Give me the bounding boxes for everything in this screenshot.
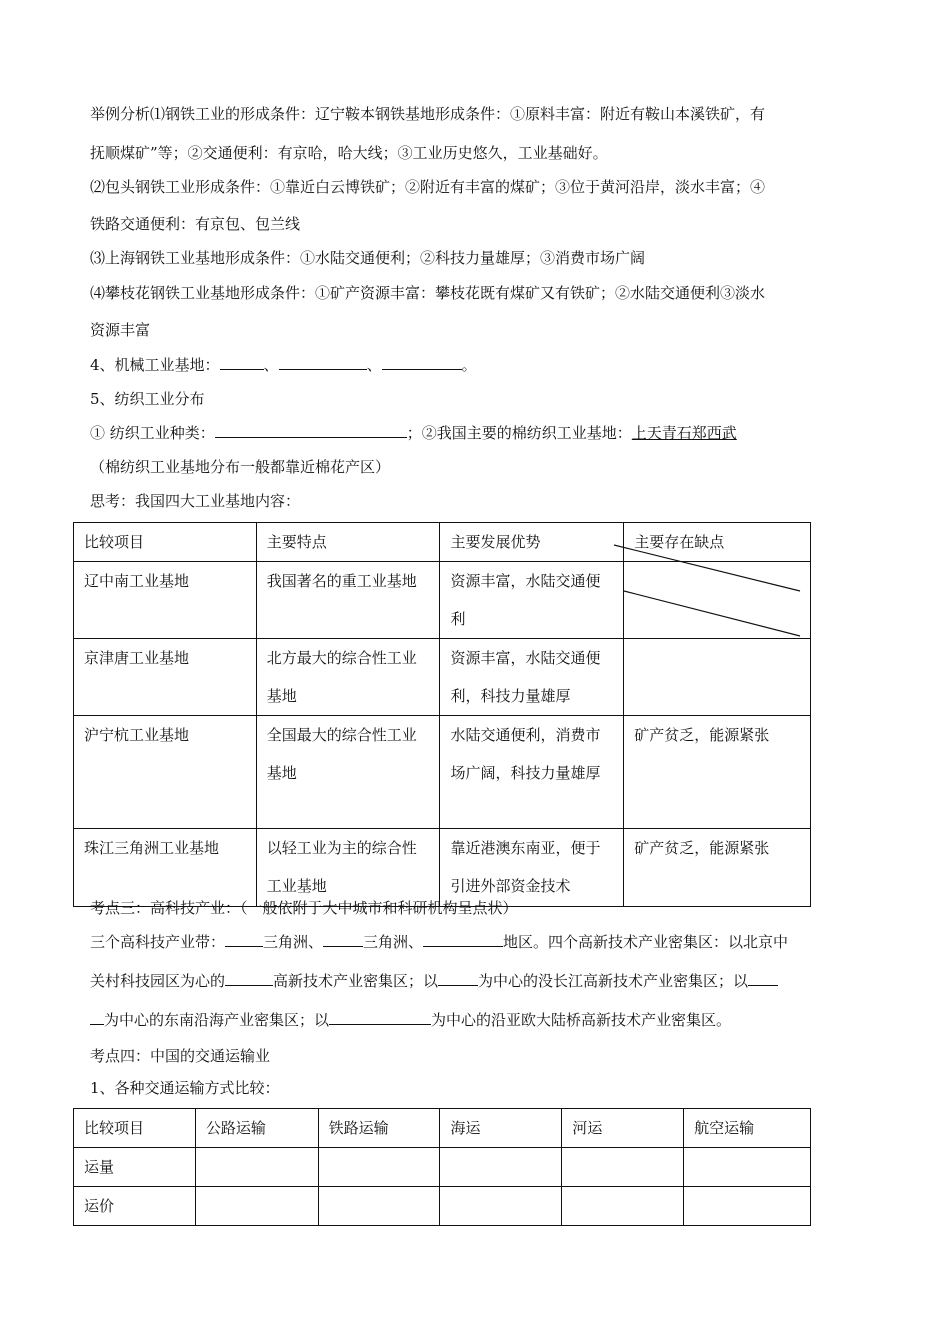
table-cell[interactable] bbox=[562, 1148, 684, 1187]
heading-textile: 5、纺织工业分布 bbox=[90, 390, 205, 408]
fill-blank[interactable] bbox=[423, 932, 503, 947]
table-cell[interactable] bbox=[440, 1187, 562, 1226]
fill-blank[interactable] bbox=[225, 971, 273, 986]
text: 地区。四个高新技术产业密集区：以北京中 bbox=[503, 933, 789, 951]
fill-blank[interactable] bbox=[329, 1010, 431, 1025]
note-cotton: （棉纺织工业基地分布一般都靠近棉花产区） bbox=[90, 458, 391, 476]
table-cell: 辽中南工业基地 bbox=[74, 562, 257, 639]
section4-subtitle: 1、各种交通运输方式比较： bbox=[90, 1079, 280, 1097]
text: 三个高科技产业带： bbox=[90, 933, 226, 951]
table-cell[interactable] bbox=[318, 1187, 440, 1226]
table-header-row bbox=[74, 1109, 811, 1148]
period: 。 bbox=[461, 356, 477, 374]
question-label: ① 纺织工业种类： bbox=[90, 424, 215, 442]
table-cell: 矿产贫乏，能源紧张 bbox=[624, 716, 811, 829]
table-row bbox=[74, 1148, 811, 1187]
table-cell: 运量 bbox=[74, 1148, 196, 1187]
text: 关村科技园区为心的 bbox=[90, 972, 226, 990]
table-cell: 我国著名的重工业基地 bbox=[256, 562, 440, 639]
text: 三角洲、 bbox=[263, 933, 324, 951]
header-cell: 主要发展优势 bbox=[440, 523, 624, 562]
table-cell: 沪宁杭工业基地 bbox=[74, 716, 257, 829]
header-cell: 比较项目 bbox=[74, 1109, 196, 1148]
table-cell[interactable] bbox=[684, 1187, 811, 1226]
paragraph-anshan-2: 抚顺煤矿”等；②交通便利：有京哈，哈大线；③工业历史悠久，工业基础好。 bbox=[90, 144, 608, 162]
section3-line1 bbox=[90, 932, 788, 952]
paragraph-shanghai: ⑶上海钢铁工业基地形成条件：①水陆交通便利；②科技力量雄厚；③消费市场广阔 bbox=[90, 249, 646, 267]
paragraph-anshan-1: 举例分析⑴钢铁工业的形成条件：辽宁鞍本钢铁基地形成条件：①原料丰富：附近有鞍山本溪铁矿，有 bbox=[90, 105, 766, 123]
header-cell: 主要特点 bbox=[256, 523, 440, 562]
table-cell: 资源丰富，水陆交通便利，科技力量雄厚 bbox=[440, 639, 624, 716]
table-cell[interactable] bbox=[195, 1187, 318, 1226]
question-label: ；②我国主要的棉纺织工业基地： bbox=[406, 424, 632, 442]
header-cell: 主要存在缺点 bbox=[624, 523, 811, 562]
table-cell: 全国最大的综合性工业基地 bbox=[256, 716, 440, 829]
header-cell: 比较项目 bbox=[74, 523, 257, 562]
header-cell: 海运 bbox=[440, 1109, 562, 1148]
table-row bbox=[74, 1187, 811, 1226]
think-prompt: 思考：我国四大工业基地内容： bbox=[90, 492, 301, 510]
section3-title: 考点三：高科技产业：（一般依附于大中城市和科研机构呈点状） bbox=[90, 899, 518, 917]
paragraph-baotou-2: 铁路交通便利：有京包、包兰线 bbox=[90, 215, 301, 233]
table-cell[interactable] bbox=[318, 1148, 440, 1187]
table-cell[interactable] bbox=[562, 1187, 684, 1226]
strike-line bbox=[624, 591, 800, 636]
table-cell: 珠江三角洲工业基地 bbox=[74, 829, 257, 907]
header-cell: 河运 bbox=[562, 1109, 684, 1148]
fill-blank[interactable] bbox=[438, 971, 478, 986]
separator: 、 bbox=[263, 356, 279, 374]
table-cell: 北方最大的综合性工业基地 bbox=[256, 639, 440, 716]
paragraph-panzhihua-2: 资源丰富 bbox=[90, 321, 151, 339]
header-cell: 航空运输 bbox=[684, 1109, 811, 1148]
text: 高新技术产业密集区；以 bbox=[273, 972, 439, 990]
fill-blank[interactable] bbox=[225, 932, 263, 947]
header-cell: 公路运输 bbox=[195, 1109, 318, 1148]
table-cell: 水陆交通便利，消费市场广阔，科技力量雄厚 bbox=[440, 716, 624, 829]
table-cell: 靠近港澳东南亚，便于引进外部资金技术 bbox=[440, 829, 624, 907]
table-cell[interactable] bbox=[440, 1148, 562, 1187]
text: 为中心的没长江高新技术产业密集区；以 bbox=[478, 972, 749, 990]
table-cell: 以轻工业为主的综合性工业基地 bbox=[256, 829, 440, 907]
table-cell: 资源丰富，水陆交通便利 bbox=[440, 562, 624, 639]
section4-title: 考点四：中国的交通运输业 bbox=[90, 1047, 271, 1065]
text: 三角洲、 bbox=[363, 933, 424, 951]
table-cell: 矿产贫乏，能源紧张 bbox=[624, 829, 811, 907]
section3-line2 bbox=[90, 971, 778, 991]
table-cell: 运价 bbox=[74, 1187, 196, 1226]
section3-line3 bbox=[90, 1010, 731, 1030]
table-cell[interactable] bbox=[195, 1148, 318, 1187]
text: 为中心的沿亚欧大陆桥高新技术产业密集区。 bbox=[431, 1011, 732, 1029]
answer-cotton-bases: 上天青石郑西武 bbox=[631, 424, 737, 442]
fill-blank[interactable] bbox=[323, 932, 363, 947]
table-cell[interactable] bbox=[684, 1148, 811, 1187]
question-label: 4、机械工业基地： bbox=[90, 356, 220, 374]
transport-table bbox=[73, 1108, 811, 1226]
table-cell: 京津唐工业基地 bbox=[74, 639, 257, 716]
paragraph-panzhihua-1: ⑷攀枝花钢铁工业基地形成条件：①矿产资源丰富：攀枝花既有煤矿又有铁矿；②水陆交通便利③淡水 bbox=[90, 284, 766, 302]
header-cell: 铁路运输 bbox=[318, 1109, 440, 1148]
fill-blank[interactable] bbox=[748, 971, 778, 986]
paragraph-baotou-1: ⑵包头钢铁工业形成条件：①靠近白云博铁矿；②附近有丰富的煤矿；③位于黄河沿岸，淡水丰富；④ bbox=[90, 178, 766, 196]
text: 为中心的东南沿海产业密集区；以 bbox=[104, 1011, 330, 1029]
fill-blank[interactable] bbox=[90, 1010, 104, 1025]
separator: 、 bbox=[366, 356, 382, 374]
strike-line bbox=[614, 545, 800, 591]
